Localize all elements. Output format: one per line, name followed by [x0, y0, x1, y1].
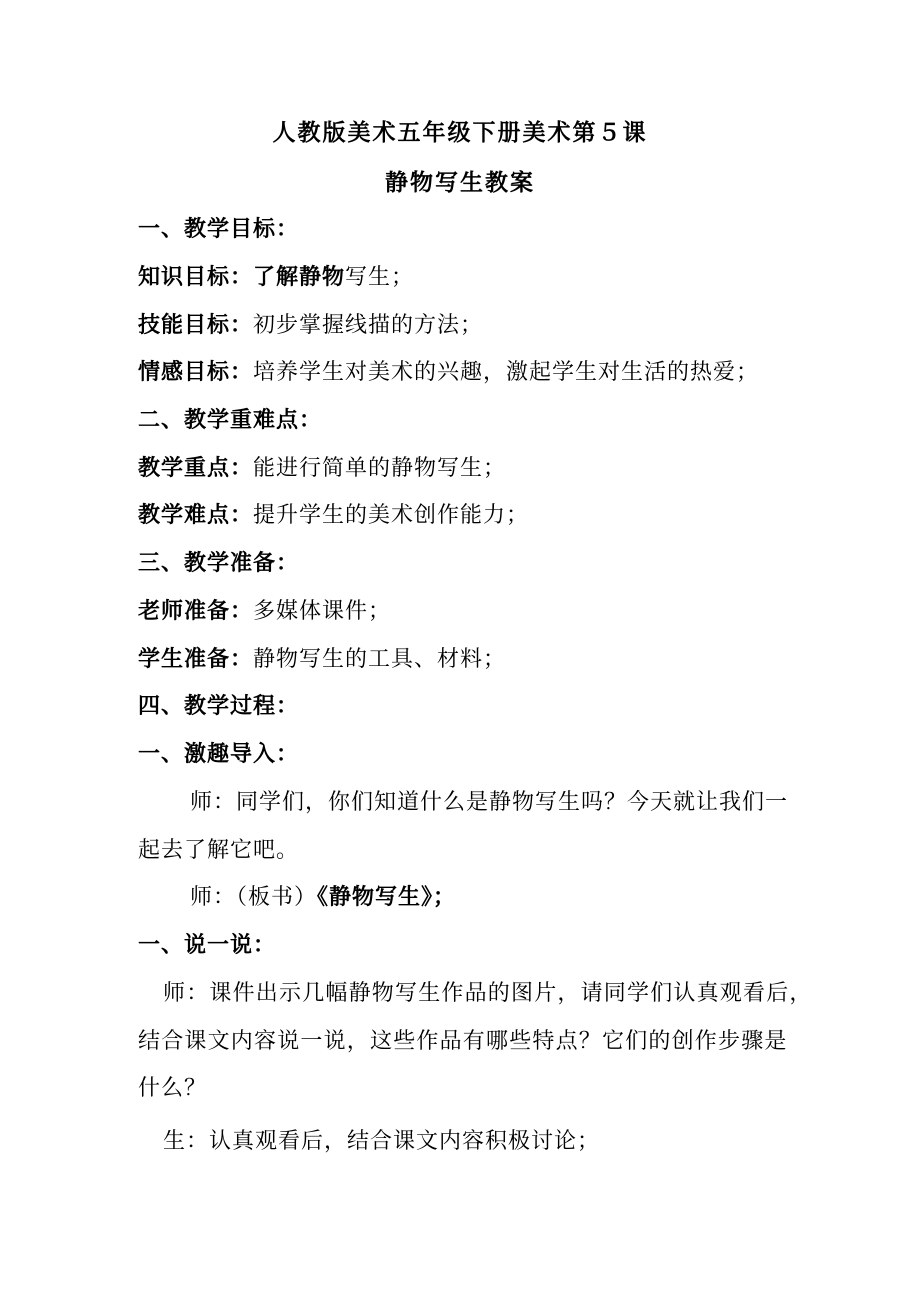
teacher-prep [138, 597, 391, 627]
teacher-prep-label: 老师准备： [138, 599, 254, 624]
intro-heading: 一、激趣导入： [138, 742, 300, 767]
key-point [138, 454, 506, 484]
difficulty-point [138, 501, 529, 531]
process-heading: 四、教学过程： [138, 694, 300, 719]
knowledge-goal-text: 写生； [345, 265, 415, 290]
teacher-prep-text: 多媒体课件； [253, 599, 392, 624]
preparation-heading: 三、教学准备： [138, 551, 300, 576]
skill-goal-text: 初步掌握线描的方法； [253, 313, 484, 338]
key-point-text: 能进行简单的静物写生； [253, 456, 507, 481]
emotion-goal [138, 358, 759, 388]
student-prep-label: 学生准备： [138, 647, 254, 672]
intro-paragraph-line2: 起去了解它吧。 [138, 838, 300, 863]
talk-paragraph-line3: 什么？ [138, 1076, 208, 1101]
intro-paragraph-line1: 师：同学们，你们知道什么是静物写生吗？今天就让我们一 [190, 790, 789, 815]
talk-paragraph-line1: 师：课件出示几幅静物写生作品的图片，请同学们认真观看后， [163, 981, 813, 1006]
talk-student-response: 生：认真观看后，结合课文内容积极讨论； [163, 1129, 601, 1154]
talk-heading: 一、说一说： [138, 933, 277, 958]
key-points-heading: 二、教学重难点： [138, 408, 323, 433]
student-prep [138, 645, 506, 675]
key-point-label: 教学重点： [138, 456, 254, 481]
difficulty-point-text: 提升学生的美术创作能力； [253, 503, 530, 528]
intro-board-title: 《静物写生》； [317, 885, 457, 910]
doc-title-line2: 静物写生教案 [385, 169, 535, 196]
emotion-goal-text: 培养学生对美术的兴趣，激起学生对生活的热爱； [253, 360, 760, 385]
goals-heading: 一、教学目标： [138, 217, 300, 242]
student-prep-text: 静物写生的工具、材料； [253, 647, 507, 672]
doc-title-line1: 人教版美术五年级下册美术第５课 [272, 119, 648, 146]
skill-goal [138, 311, 483, 341]
knowledge-goal-label: 知识目标：了解静物 [138, 265, 346, 290]
emotion-goal-label: 情感目标： [138, 360, 254, 385]
intro-board-line [190, 883, 456, 913]
talk-paragraph-line2: 结合课文内容说一说，这些作品有哪些特点？它们的创作步骤是 [138, 1029, 788, 1054]
knowledge-goal [138, 263, 414, 293]
intro-board-prefix: 师：（板书） [190, 885, 318, 910]
difficulty-point-label: 教学难点： [138, 503, 254, 528]
skill-goal-label: 技能目标： [138, 313, 254, 338]
